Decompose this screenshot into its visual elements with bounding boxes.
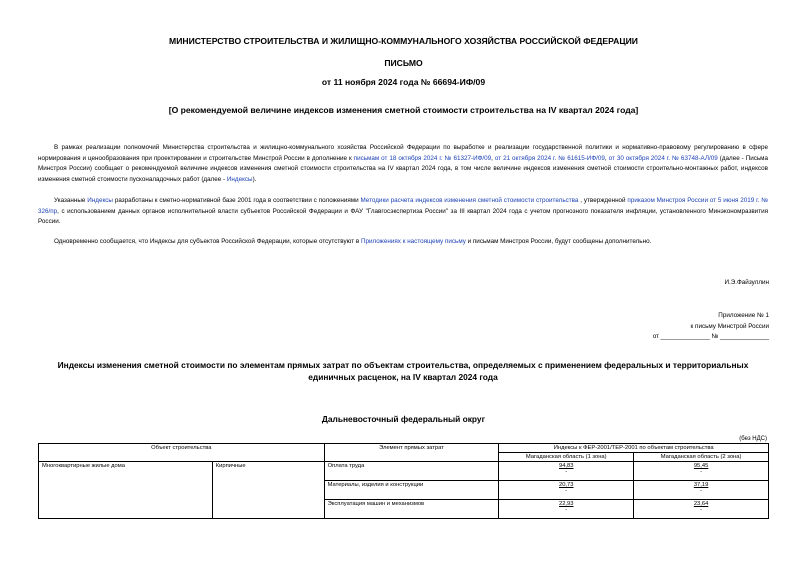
appendix-number: Приложение № 1 <box>718 312 769 319</box>
link-letter-61327[interactable]: письмам от 18 октября 2024 г. № 61327-ИФ/09 <box>353 154 492 162</box>
cell-value <box>499 481 634 500</box>
cell-value <box>634 481 769 500</box>
cell-value <box>499 500 634 519</box>
value-number: 95,45 <box>693 463 709 469</box>
value-dash: - <box>565 507 568 513</box>
link-methodology[interactable]: Методики расчета индексов изменения сметной стоимости строительства <box>360 197 579 204</box>
cell-material: Кирпичные <box>212 462 324 519</box>
link-letter-61615[interactable]: от 21 октября 2024 г. № 61615-ИФ/09 <box>494 154 605 162</box>
p1-text-c: ). <box>252 175 257 183</box>
value-number: 23,64 <box>693 501 709 507</box>
cell-element: Материалы, изделия и конструкции <box>324 481 499 500</box>
link-letter-63748[interactable]: от 30 октября 2024 г. № 63748-АЛ/09 <box>608 154 718 162</box>
table-header-row <box>39 444 769 453</box>
table-row <box>39 462 769 481</box>
cell-element: Оплата труда <box>324 462 499 481</box>
value-dash: - <box>565 488 568 494</box>
doc-date-number: от 11 ноября 2024 года № 66694-ИФ/09 <box>321 77 486 87</box>
header-element: Элемент прямых затрат <box>324 444 499 462</box>
p1-text-a: В рамках реализации полномочий Министерства строительства и жилищно-коммунального хозяйства Российской Федерации по выработке и реализации государственной политики и нормативно-правовому регулированию в сфере нормирования и ценообразования при проектировании и строительстве Минстрой России в дополнение к <box>38 144 768 162</box>
link-order-326[interactable]: приказом Минстроя России от 5 июня 2019 г. № 326/пр <box>38 197 769 215</box>
paragraph-3 <box>38 237 768 248</box>
value-dash: - <box>700 507 703 513</box>
value-dash: - <box>700 469 703 475</box>
cell-value <box>634 462 769 481</box>
doc-subject: [О рекомендуемой величине индексов изменения сметной стоимости строительства на IV квартал 2024 года] <box>168 105 639 115</box>
appendix-date-line: от ______________ № ______________ <box>652 333 769 340</box>
paragraph-1 <box>38 143 768 185</box>
p3-text-b: и письмам Минстроя России, будут сообщены дополнительно. <box>465 238 652 245</box>
p3-text-a: Одновременно сообщается, что Индексы для субъектов Российской Федерации, которые отсутствуют в <box>54 238 361 245</box>
ministry-title: МИНИСТЕРСТВО СТРОИТЕЛЬСТВА И ЖИЛИЩНО-КОММУНАЛЬНОГО ХОЗЯЙСТВА РОССИЙСКОЙ ФЕДЕРАЦИИ <box>169 36 638 46</box>
value-number: 22,93 <box>558 501 574 507</box>
header-region-1: Магаданская область (1 зона) <box>499 453 634 462</box>
p2-text-a: Указанные <box>54 197 88 204</box>
section-title: Индексы изменения сметной стоимости по элементам прямых затрат по объектам строительства, определяемых с применением федеральных и территориальных единичных расценок, на IV квартал 2024 года <box>57 360 749 382</box>
p2-text-d: , с использованием данных органов исполнительной власти субъектов Российской Федерации и ФАУ "Главгосэкспертиза России" за III квартал 2024 года с учетом прогнозного показателя инфляции, установленного Минэкономразвития России. <box>38 207 768 226</box>
p2-text-c: , утвержденной <box>578 197 628 204</box>
vat-note: (без НДС) <box>739 436 767 442</box>
value-number: 94,83 <box>558 463 574 469</box>
value-dash: - <box>700 488 703 494</box>
signature: И.Э.Файзуллин <box>724 279 769 286</box>
p2-text-b: разработаны к сметно-нормативной базе 2001 года в соответствии с положениями <box>112 197 361 204</box>
header-object: Объект строительства <box>39 444 325 462</box>
cell-element: Эксплуатация машин и механизмов <box>324 500 499 519</box>
value-number: 37,19 <box>693 482 709 488</box>
p1-sep-1: , <box>491 154 495 162</box>
p1-text-b: (далее - Письма Минстроя России) сообщает о рекомендуемой величине индексов изменения сметной стоимости строительства на IV квартал 2024 года, в том числе величине индексов изменения сметной стоимости строительно-монтажных работ, индексов изменения сметной стоимости пусконаладочных работ (далее - <box>38 154 769 183</box>
doc-type: ПИСЬМО <box>384 58 423 68</box>
header-region-2: Магаданская область (2 зона) <box>634 453 769 462</box>
appendix-header <box>653 311 769 343</box>
link-indices-2[interactable]: Индексы <box>87 197 113 204</box>
value-dash: - <box>565 469 568 475</box>
value-number: 20,73 <box>558 482 574 488</box>
p1-sep-2: , <box>604 154 609 162</box>
indices-table <box>38 443 769 519</box>
header-indices: Индексы к ФЕР-2001/ТЕР-2001 по объектам строительства <box>499 444 769 453</box>
appendix-ref: к письму Минстрой России <box>690 322 769 330</box>
paragraph-2 <box>38 196 768 228</box>
link-appendices[interactable]: Приложениях к настоящему письму <box>360 238 466 245</box>
district-title: Дальневосточный федеральный округ <box>321 414 486 424</box>
cell-value <box>499 462 634 481</box>
cell-object: Многоквартирные жилые дома <box>39 462 213 519</box>
cell-value <box>634 500 769 519</box>
link-indices[interactable]: Индексы <box>226 175 253 183</box>
